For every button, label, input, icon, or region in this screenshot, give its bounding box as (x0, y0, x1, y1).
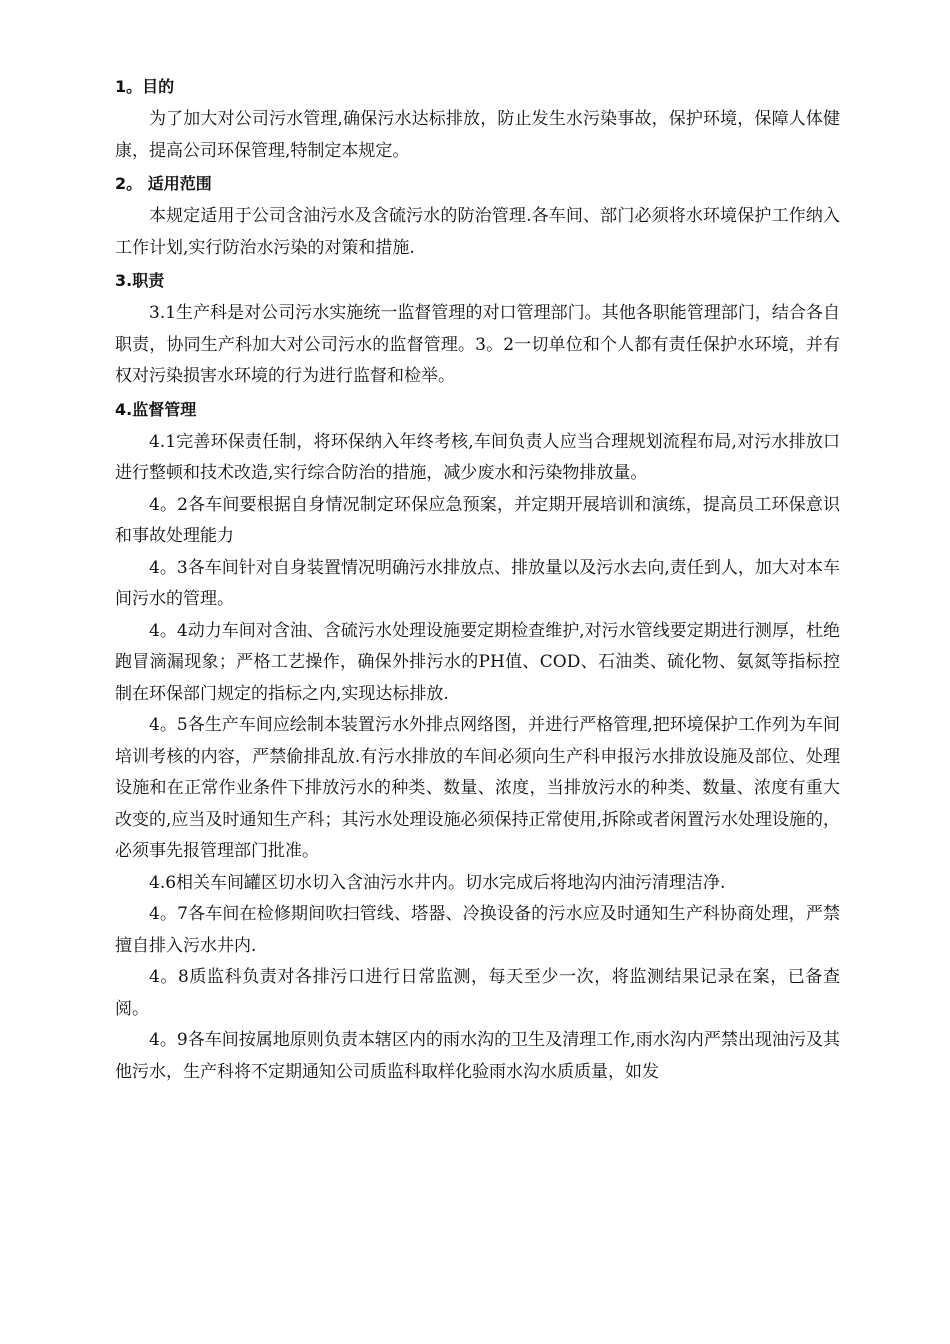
paragraph-4-7: 4。7各车间在检修期间吹扫管线、塔器、冷换设备的污水应及时通知生产科协商处理，严禁擅自排入污水井内. (115, 904, 840, 956)
paragraph-4-5: 4。5各生产车间应绘制本装置污水外排点网络图，并进行严格管理,把环境保护工作列为车间培训考核的内容，严禁偷排乱放.有污水排放的车间必须向生产科申报污水排放设施及部位、处理设施和在正常作业条件下排放污水的种类、数量、浓度，当排放污水的种类、数量、浓度有重大改变的,应当及时通知生产科；其污水处理设施必须保持正常使用,拆除或者闲置污水处理设施的，必须事先报管理部门批准。 (115, 715, 840, 861)
paragraph-4-8: 4。8质监科负责对各排污口进行日常监测，每天至少一次，将监测结果记录在案，已备查阅。 (115, 967, 840, 1019)
section-scope (115, 167, 840, 264)
section-heading: 2。 适用范围 (115, 174, 212, 193)
paragraph-4-3: 4。3各车间针对自身装置情况明确污水排放点、排放量以及污水去向,责任到人，加大对本车间污水的管理。 (115, 557, 840, 609)
paragraph: 为了加大对公司污水管理,确保污水达标排放，防止发生水污染事故，保护环境，保障人体健康，提高公司环保管理,特制定本规定。 (115, 109, 840, 161)
paragraph-4-4: 4。4动力车间对含油、含硫污水处理设施要定期检查维护,对污水管线要定期进行测厚，杜绝跑冒滴漏现象；严格工艺操作，确保外排污水的PH值、COD、石油类、硫化物、氨氮等指标控制在环保部门规定的指标之内,实现达标排放. (115, 620, 840, 704)
section-purpose (115, 70, 840, 167)
section-responsibilities (115, 264, 840, 393)
section-heading: 4.监督管理 (115, 399, 197, 419)
paragraph-4-9: 4。9各车间按属地原则负责本辖区内的雨水沟的卫生及清理工作,雨水沟内严禁出现油污及其他污水，生产科将不定期通知公司质监科取样化验雨水沟水质质量，如发 (115, 1030, 840, 1082)
paragraph: 3.1生产科是对公司污水实施统一监督管理的对口管理部门。其他各职能管理部门，结合各自职责，协同生产科加大对公司污水的监督管理。3。2一切单位和个人都有责任保护水环境，并有权对污染损害水环境的行为进行监督和检举。 (115, 303, 840, 386)
section-heading: 3.职责 (115, 271, 165, 290)
paragraph-4-2: 4。2各车间要根据自身情况制定环保应急预案，并定期开展培训和演练，提高员工环保意识和事故处理能力 (115, 494, 840, 546)
section-supervision (115, 393, 840, 1089)
section-heading: 1。目的 (115, 77, 175, 96)
paragraph-4-1: 4.1完善环保责任制，将环保纳入年终考核,车间负责人应当合理规划流程布局,对污水排放口进行整顿和技术改造,实行综合防治的措施，减少废水和污染物排放量。 (115, 431, 840, 483)
paragraph: 本规定适用于公司含油污水及含硫污水的防治管理.各车间、部门必须将水环境保护工作纳入工作计划,实行防治水污染的对策和措施. (115, 206, 840, 258)
document-body (115, 70, 840, 1088)
paragraph-4-6: 4.6相关车间罐区切水切入含油污水井内。切水完成后将地沟内油污清理洁净. (149, 872, 726, 893)
